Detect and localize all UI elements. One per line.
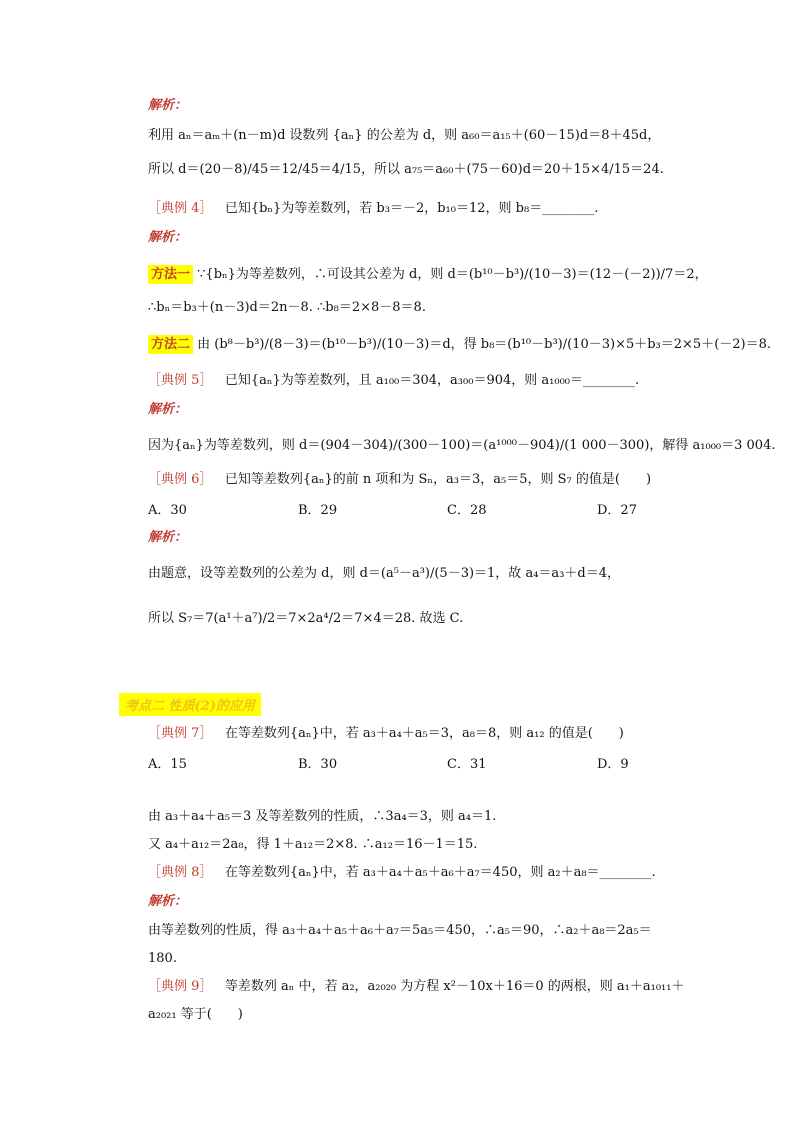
example-text: 等差数列 aₙ 中，若 a₂，a₂₀₂₀ 为方程 x²－10x＋16＝0 的两根，则 a₁＋a₁₀₁₁＋ [224,979,685,994]
example-text: 已知等差数列{aₙ}的前 n 项和为 Sₙ，a₃＝3，a₅＝5，则 S₇ 的值是( ) [224,472,652,487]
example-tag: ［典例 4］ [148,201,213,216]
solution-line: 所以 S₇＝7(a¹＋a⁷)/2＝7×2a⁴/2＝7×4＝28. 故选 C. [148,611,464,626]
solution-line: 所以 d＝(20－8)/45＝12/45＝4/15，所以 a₇₅＝a₆₀＋(75－60)d＝20＋15×4/15＝24. [148,162,664,177]
example-4 [148,200,598,218]
example-tag: ［典例 5］ [148,373,213,388]
solution-label: 解析： [148,530,188,545]
method-1-label: 方法一 [148,265,193,284]
solution-line: 由题意，设等差数列的公差为 d，则 d＝(a⁵－a³)/(5－3)＝1，故 a₄＝a₃＋d＝4， [148,566,620,581]
example-9 [148,978,684,996]
solution-label: 解析： [148,98,188,113]
example-7 [148,725,624,743]
option-c: C．31 [447,757,487,772]
example-text: 在等差数列{aₙ}中，若 a₃＋a₄＋a₅＋a₆＋a₇＝450，则 a₂＋a₈＝________. [224,865,656,880]
solution-line: 利用 aₙ＝aₘ＋(n－m)d 设数列 {aₙ} 的公差为 d，则 a₆₀＝a₁₅＋(60－15)d＝8＋45d， [148,128,661,143]
option-a: A．15 [148,757,187,772]
option-d: D．27 [597,503,637,518]
example-text: 已知{aₙ}为等差数列，且 a₁₀₀＝304，a₃₀₀＝904，则 a₁₀₀₀＝________. [224,373,640,388]
solution-line: 180. [148,951,177,966]
example-text: 已知{bₙ}为等差数列，若 b₃＝－2，b₁₀＝12，则 b₈＝________. [224,201,599,216]
method-text: ∵{bₙ}为等差数列，∴可设其公差为 d，则 d＝(b¹⁰－b³)/(10－3)＝(12－(－2))/7＝2， [197,267,708,282]
method-text: 由 (b⁸－b³)/(8－3)＝(b¹⁰－b³)/(10－3)＝d，得 b₈＝(b¹⁰－b³)/(10－3)×5＋b₃＝2×5＋(－2)＝8. [197,337,772,352]
solution-line: 由等差数列的性质，得 a₃＋a₄＋a₅＋a₆＋a₇＝5a₅＝450，∴a₅＝90，∴a₂＋a₈＝2a₅＝ [148,923,652,938]
option-b: B．29 [298,503,338,518]
method-2-label: 方法二 [148,335,193,354]
example-tag: ［典例 8］ [148,865,213,880]
example-5 [148,372,639,390]
solution-label: 解析： [148,402,188,417]
solution-line: 由 a₃＋a₄＋a₅＝3 及等差数列的性质，∴3a₄＝3，则 a₄＝1. [148,809,497,824]
solution-line: ∴bₙ＝b₃＋(n－3)d＝2n－8. ∴b₈＝2×8－8＝8. [148,300,426,315]
option-c: C．28 [447,503,487,518]
example-6 [148,471,651,489]
method-1-line [148,266,708,284]
example-tag: ［典例 9］ [148,979,213,994]
section-heading: 考点二 性质(2)的应用 [119,693,261,716]
option-a: A．30 [148,503,187,518]
example-tag: ［典例 7］ [148,726,213,741]
solution-label: 解析： [148,894,188,909]
solution-line: 又 a₄＋a₁₂＝2a₈，得 1＋a₁₂＝2×8. ∴a₁₂＝16－1＝15. [148,837,478,852]
example-8 [148,864,656,882]
example-text: 在等差数列{aₙ}中，若 a₃＋a₄＋a₅＝3，a₈＝8，则 a₁₂ 的值是( ) [224,726,624,741]
solution-line: 因为{aₙ}为等差数列，则 d＝(904－304)/(300－100)＝(a¹⁰⁰⁰－904)/(1 000－300)，解得 a₁₀₀₀＝3 004. [148,438,776,453]
option-b: B．30 [298,757,338,772]
option-d: D．9 [597,757,629,772]
method-2-line [148,336,771,354]
example-tag: ［典例 6］ [148,472,213,487]
example-text-cont: a₂₀₂₁ 等于( ) [148,1007,243,1022]
solution-label: 解析： [148,230,188,245]
